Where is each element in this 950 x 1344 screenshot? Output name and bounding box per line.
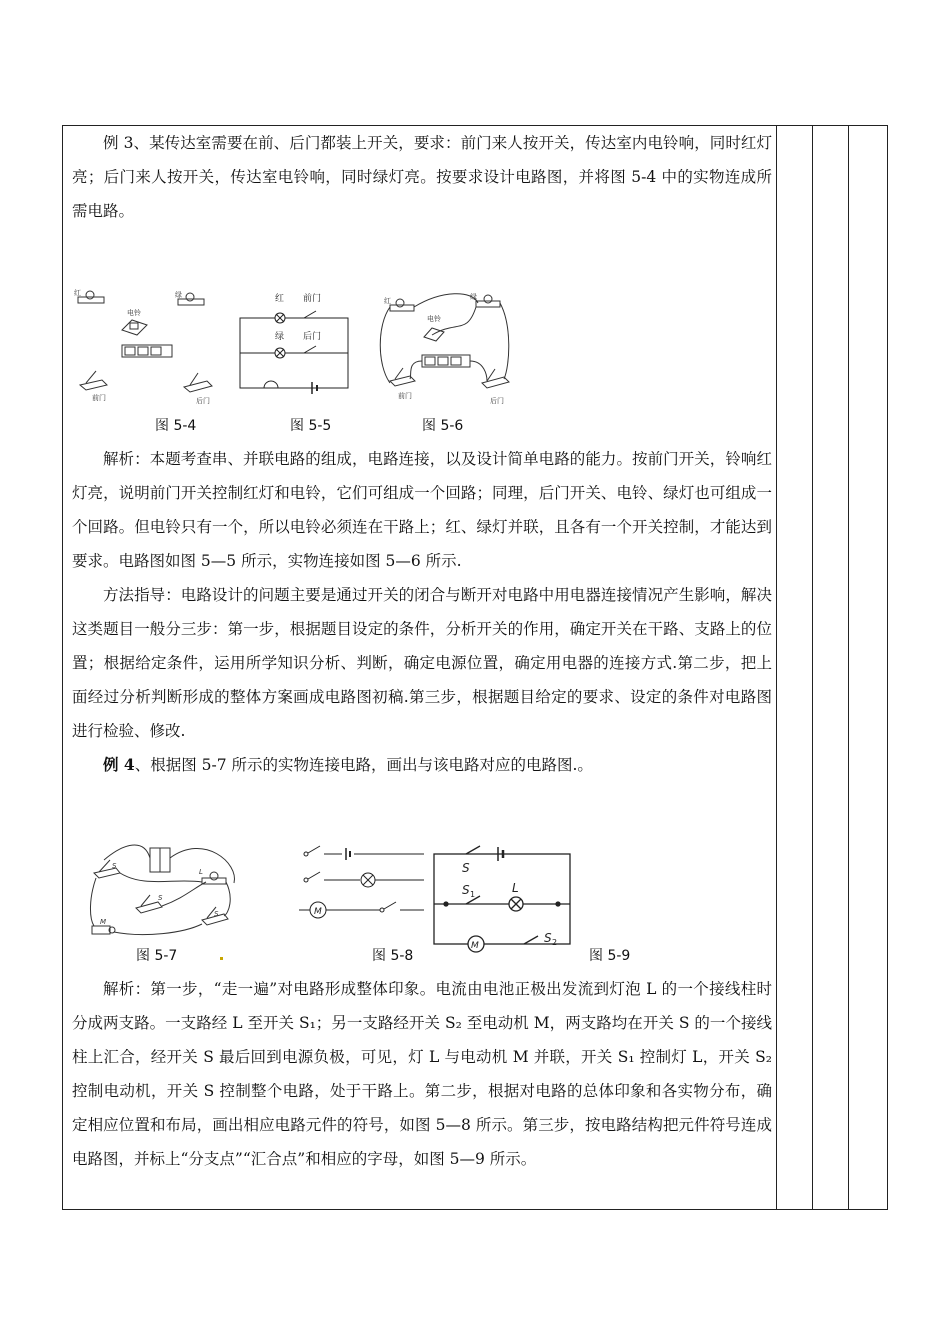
label-s1: S [462,883,470,897]
motor-symbol-label: M [471,941,479,951]
motor-symbol-label: M [314,907,322,917]
method-text: 方法指导：电路设计的问题主要是通过开关的闭合与断开对电路中用电器连接情况产生影响，解决这类题目一般分三步：第一步，根据题目设定的条件，分析开关的作用，确定开关在干路、支路上的位置；根据给定条件，运用所学知识分析、判断，确定电源位置，确定用电器的连接方式.第二步，把上面经过分析判断形成的整体方案画成电路图初稿.第三步，根据题目给定的要求、设定的条件对电路图进行检验、修改. [72,586,772,740]
label-back-door: 后门 [303,332,322,342]
caption-fig-5-7: 图 5-7 [136,948,178,964]
figure-row-1 [72,285,512,410]
label-s2-sub: 2 [552,938,558,947]
table-divider [848,125,849,1210]
label-green: 绿 [470,293,477,301]
caption-fig-5-9: 图 5-9 [589,948,631,964]
figure-5-7 [90,845,234,935]
label-m: M [100,918,107,926]
analysis-section [72,442,772,782]
example-4-label: 例 4 [103,755,135,774]
label-s1-sub: 1 [470,890,476,899]
label-front-door: 前门 [398,392,412,400]
table-divider [812,125,813,1210]
label-bell: 电铃 [427,315,441,323]
label-green: 绿 [175,291,182,299]
label-back-door: 后门 [490,397,504,405]
figure-5-9 [434,846,570,952]
label-red: 红 [74,289,81,297]
label-red: 红 [384,297,391,305]
label-s1: S [158,894,163,902]
label-s2: S [544,931,552,945]
table-divider [776,125,777,1210]
caption-fig-5-5: 图 5-5 [290,418,332,434]
label-bell: 电铃 [127,309,141,317]
label-green: 绿 [275,332,285,342]
figure-5-5 [240,292,348,394]
figure-5-8 [299,846,424,918]
example-4-text [72,748,772,782]
analysis-2-section [72,972,772,1176]
example-3-text: 例 3、某传达室需要在前、后门都装上开关，要求：前门来人按开关，传达室内电铃响，同时红灯亮；后门来人按开关，传达室电铃响，同时绿灯亮。按要求设计电路图，并将图 5-4 中的实物连成所需电路。 [72,134,772,220]
analysis-1-text: 解析：本题考查串、并联电路的组成，电路连接，以及设计简单电路的能力。按前门开关，铃响红灯亮，说明前门开关控制红灯和电铃，它们可组成一个回路；同理，后门开关、电铃、绿灯也可组成一个回路。但电铃只有一个，所以电铃必须连在干路上；红、绿灯并联，且各有一个开关控制，才能达到要求。电路图如图 5—5 所示，实物连接如图 5—6 所示. [72,450,772,570]
label-s2: S [214,910,219,918]
figure-row-2 [84,838,584,951]
example-4-body: 、根据图 5-7 所示的实物连接电路，画出与该电路对应的电路图.。 [134,756,593,774]
figure-5-4 [74,288,212,405]
caption-fig-5-6: 图 5-6 [422,418,464,434]
label-s: S [112,862,117,870]
label-red: 红 [275,294,285,304]
label-back-door: 后门 [196,397,210,405]
main-content [72,126,772,228]
stray-mark [220,957,223,960]
analysis-2-text: 解析：第一步，“走一遍”对电路形成整体印象。电流由电池正极出发流到灯泡 L 的一个接线柱时分成两支路。一支路经 L 至开关 S₁；另一支路经开关 S₂ 至电动机 M，两支路均在开关 S 的一个接线柱上汇合，经开关 S 最后回到电源负极，可见，灯 L 与电动机 M 并联，开关 S₁ 控制灯 L，开关 S₂ 控制电动机，开关 S 控制整个电路，处于干路上。第二步，根据对电路的总体印象和各实物分布，确定相应位置和布局，画出相应电路元件的符号，如图 5—8 所示。第三步，按电路结构把元件符号连成电路图，并标上“分支点”“汇合点”和相应的字母，如图 5—9 所示。 [72,980,772,1168]
figure-5-6 [380,292,509,405]
label-l: L [199,868,203,876]
caption-fig-5-8: 图 5-8 [372,948,414,964]
label-l: L [512,881,519,895]
label-front-door: 前门 [303,294,322,304]
label-front-door: 前门 [92,394,106,402]
label-s: S [462,861,470,875]
caption-fig-5-4: 图 5-4 [155,418,197,434]
